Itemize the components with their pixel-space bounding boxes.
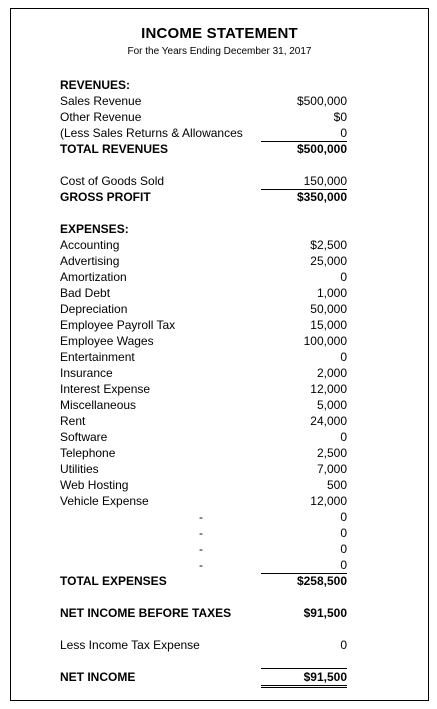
expense-amount: 100,000 — [303, 334, 347, 348]
expense-label: Advertising — [60, 254, 120, 268]
expense-row — [11, 237, 428, 253]
total-revenues-label: TOTAL REVENUES — [60, 142, 169, 156]
total-expenses-label: TOTAL EXPENSES — [60, 574, 167, 588]
cogs-label: Cost of Goods Sold — [60, 174, 165, 188]
expense-row — [11, 525, 428, 541]
expense-row — [11, 461, 428, 477]
expense-label: Telephone — [60, 446, 116, 460]
net-income-double-rule-lower — [261, 687, 347, 688]
expense-amount: 12,000 — [310, 494, 347, 508]
expense-amount: 7,000 — [316, 462, 347, 476]
total-revenues-row — [11, 141, 428, 157]
expense-row — [11, 413, 428, 429]
expense-amount: 25,000 — [310, 254, 347, 268]
expenses-heading-row — [11, 221, 428, 237]
expense-amount: 0 — [340, 270, 347, 284]
expense-label: Employee Payroll Tax — [60, 318, 176, 332]
net-income-row — [11, 669, 428, 685]
expense-label: Utilities — [60, 462, 99, 476]
statement-title: INCOME STATEMENT — [141, 25, 298, 42]
revenue-amount: 0 — [340, 126, 347, 140]
expense-label: Software — [60, 430, 108, 444]
expense-row — [11, 445, 428, 461]
expense-label: - — [199, 526, 203, 540]
expense-label: Amortization — [60, 270, 127, 284]
gross-profit-label: GROSS PROFIT — [60, 190, 151, 204]
expense-row — [11, 253, 428, 269]
expense-amount: 15,000 — [310, 318, 347, 332]
expense-label: Accounting — [60, 238, 120, 252]
expense-row — [11, 365, 428, 381]
net-before-tax-label: NET INCOME BEFORE TAXES — [60, 606, 232, 620]
expense-row — [11, 493, 428, 509]
expense-amount: 500 — [326, 478, 347, 492]
total-expenses-amount: $258,500 — [296, 574, 347, 588]
expense-label: - — [199, 510, 203, 524]
revenue-label: Other Revenue — [60, 110, 142, 124]
income-tax-label: Less Income Tax Expense — [60, 638, 200, 652]
expense-amount: 0 — [340, 430, 347, 444]
expense-label: Depreciation — [60, 302, 128, 316]
revenues-heading: REVENUES: — [60, 78, 131, 92]
revenue-row — [11, 125, 428, 141]
income-tax-row — [11, 637, 428, 653]
expense-amount: 0 — [340, 350, 347, 364]
expense-row — [11, 557, 428, 573]
gross-profit-row — [11, 189, 428, 205]
revenue-row — [11, 93, 428, 109]
expense-row — [11, 349, 428, 365]
net-income-amount: $91,500 — [303, 670, 347, 684]
expense-label: Insurance — [60, 366, 113, 380]
cogs-row — [11, 173, 428, 189]
expense-amount: 12,000 — [310, 382, 347, 396]
expense-row — [11, 269, 428, 285]
expense-amount: 2,500 — [316, 446, 347, 460]
expense-row — [11, 429, 428, 445]
expense-amount: 50,000 — [310, 302, 347, 316]
net-before-tax-amount: $91,500 — [303, 606, 347, 620]
expense-row — [11, 317, 428, 333]
expense-amount: 2,000 — [316, 366, 347, 380]
expense-amount: $2,500 — [310, 238, 347, 252]
expense-row — [11, 333, 428, 349]
expense-label: Web Hosting — [60, 478, 129, 492]
expense-label: Miscellaneous — [60, 398, 137, 412]
gross-profit-amount: $350,000 — [296, 190, 347, 204]
revenue-amount: $0 — [333, 110, 347, 124]
expense-label: - — [199, 558, 203, 572]
expense-amount: 0 — [340, 558, 347, 572]
expense-row — [11, 397, 428, 413]
expense-label: Vehicle Expense — [60, 494, 149, 508]
revenue-amount: $500,000 — [296, 94, 347, 108]
expense-row — [11, 381, 428, 397]
expense-label: Bad Debt — [60, 286, 111, 300]
revenue-label: (Less Sales Returns & Allowances — [60, 126, 243, 140]
revenues-heading-row — [11, 77, 428, 93]
cogs-amount: 150,000 — [303, 174, 347, 188]
expense-amount: 1,000 — [316, 286, 347, 300]
total-revenues-amount: $500,000 — [296, 142, 347, 156]
expense-row — [11, 477, 428, 493]
income-statement-sheet — [10, 8, 429, 701]
expense-label: Interest Expense — [60, 382, 151, 396]
expenses-heading: EXPENSES: — [60, 222, 129, 236]
statement-period: For the Years Ending December 31, 2017 — [127, 46, 312, 57]
revenue-row — [11, 109, 428, 125]
net-income-double-rule-upper — [261, 685, 347, 686]
expense-amount: 0 — [340, 510, 347, 524]
expense-amount: 24,000 — [310, 414, 347, 428]
expense-label: Entertainment — [60, 350, 135, 364]
net-before-tax-row — [11, 605, 428, 621]
expense-label: Rent — [60, 414, 86, 428]
revenue-label: Sales Revenue — [60, 94, 142, 108]
expense-amount: 0 — [340, 526, 347, 540]
expense-label: - — [199, 542, 203, 556]
expense-row — [11, 541, 428, 557]
expense-row — [11, 285, 428, 301]
expense-label: Employee Wages — [60, 334, 154, 348]
expense-amount: 5,000 — [316, 398, 347, 412]
expense-row — [11, 509, 428, 525]
expense-amount: 0 — [340, 542, 347, 556]
net-income-label: NET INCOME — [60, 670, 136, 684]
expense-row — [11, 301, 428, 317]
total-expenses-row — [11, 573, 428, 589]
income-tax-amount: 0 — [340, 638, 347, 652]
